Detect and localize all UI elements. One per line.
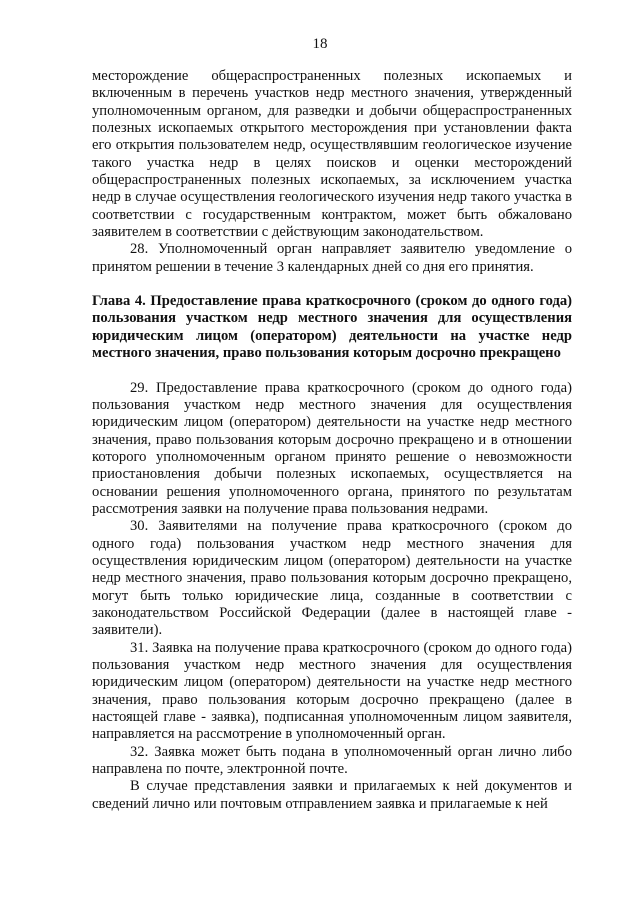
paragraph-last: В случае представления заявки и прилагаемых к ней документов и сведений лично или почтовым отправлением заявка и прилагаемые к ней [92, 778, 572, 812]
chapter-heading: Глава 4. Предоставление права краткосрочного (сроком до одного года) пользования участком недр местного значения для осуществления юридическим лицом (оператором) деятельности на участке недр местного значения, право пользования которым досрочно прекращено [92, 293, 572, 362]
paragraph-32: 32. Заявка может быть подана в уполномоченный орган лично либо направлена по почте, электронной почте. [92, 743, 572, 778]
paragraph-28: 28. Уполномоченный орган направляет заявителю уведомление о принятом решении в течение 3 календарных дней со дня его принятия. [92, 241, 572, 275]
paragraph-31: 31. Заявка на получение права краткосрочного (сроком до одного года) пользования участком недр местного значения для осуществления юридическим лицом (оператором) деятельности на участке недр местного значения, право пользования которым досрочно прекращено (далее в настоящей главе - заявка), подписанная уполномоченным лицом заявителя, направляется на рассмотрение в уполномоченный орган. [92, 639, 572, 743]
paragraph-29: 29. Предоставление права краткосрочного (сроком до одного года) пользования участком недр местного значения для осуществления юридическим лицом (оператором) деятельности на участке недр местного значения, право пользования которым досрочно прекращено и в отношении которого уполномоченным органом принято решение о невозможности приостановления добычи полезных ископаемых, осуществляется на основании решения уполномоченного органа, принятого по результатам рассмотрения заявки на получение права пользования недрами. [92, 379, 572, 517]
spacer [92, 363, 572, 380]
document-body [92, 68, 572, 813]
spacer [92, 276, 572, 293]
page-number: 18 [312, 36, 328, 52]
paragraph-continuation: месторождение общераспространенных полезных ископаемых и включенным в перечень участков недр местного значения, утвержденный уполномоченным органом, для разведки и добычи общераспространенных полезных ископаемых открытого месторождения при установлении факта его открытия пользователем недр, осуществлявшим геологическое изучение такого участка недр в целях поисков и оценки месторождений общераспространенных полезных ископаемых, за исключением участка недр в случае осуществления геологического изучения недр такого участка в соответствии с государственным контрактом, может быть обжаловано заявителем в соответствии с действующим законодательством. [92, 68, 572, 241]
paragraph-30: 30. Заявителями на получение права краткосрочного (сроком до одного года) пользования участком недр местного значения для осуществления юридическим лицом (оператором) деятельности на участке недр местного значения, право пользования которым досрочно прекращено, могут быть только юридические лица, созданные в соответствии с законодательством Российской Федерации (далее в настоящей главе - заявители). [92, 518, 572, 639]
